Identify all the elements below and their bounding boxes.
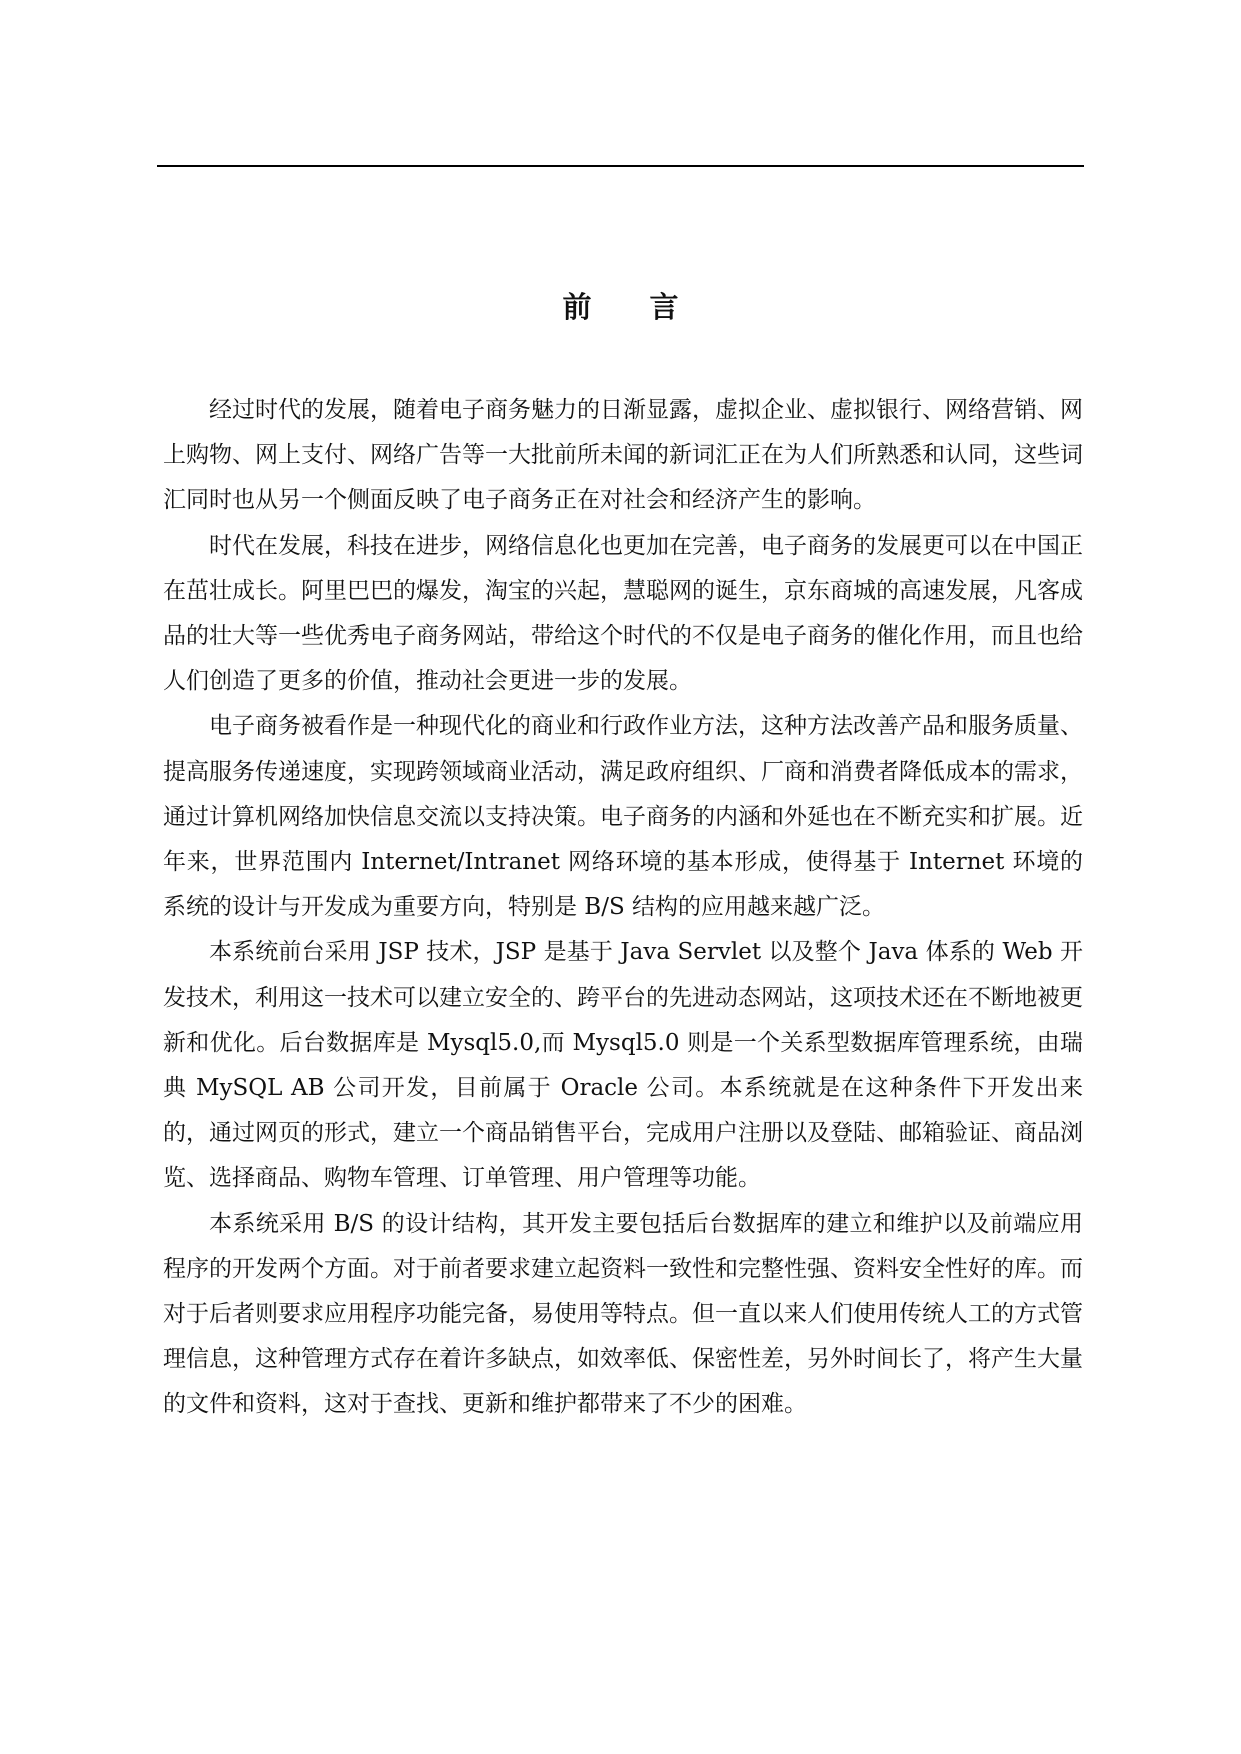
- page-title: 前言: [562, 290, 737, 324]
- paragraph-1: 经过时代的发展，随着电子商务魅力的日渐显露，虚拟企业、虚拟银行、网络营销、网上购物、网上支付、网络广告等一大批前所未闻的新词汇正在为人们所熟悉和认同，这些词汇同时也从另一个侧面反映了电子商务正在对社会和经济产生的影响。: [163, 397, 1083, 514]
- paragraph-5: 本系统采用 B/S 的设计结构，其开发主要包括后台数据库的建立和维护以及前端应用程序的开发两个方面。对于前者要求建立起资料一致性和完整性强、资料安全性好的库。而对于后者则要求应用程序功能完备，易使用等特点。但一直以来人们使用传统人工的方式管理信息，这种管理方式存在着许多缺点，如效率低、保密性差，另外时间长了，将产生大量的文件和资料，这对于查找、更新和维护都带来了不少的困难。: [163, 1210, 1083, 1418]
- document-body: [163, 388, 1083, 1428]
- paragraph-2: 时代在发展，科技在进步，网络信息化也更加在完善，电子商务的发展更可以在中国正在茁壮成长。阿里巴巴的爆发，淘宝的兴起，慧聪网的诞生，京东商城的高速发展，凡客成品的壮大等一些优秀电子商务网站，带给这个时代的不仅是电子商务的催化作用，而且也给人们创造了更多的价值，推动社会更进一步的发展。: [163, 532, 1083, 695]
- paragraph-3: 电子商务被看作是一种现代化的商业和行政作业方法，这种方法改善产品和服务质量、提高服务传递速度，实现跨领域商业活动，满足政府组织、厂商和消费者降低成本的需求，通过计算机网络加快信息交流以支持决策。电子商务的内涵和外延也在不断充实和扩展。近年来，世界范围内 Internet/Intranet 网络环境的基本形成，使得基于 Internet 环境的系统的设计与开发成为重要方向，特别是 B/S 结构的应用越来越广泛。: [163, 713, 1083, 921]
- header-rule: [157, 165, 1084, 167]
- paragraph-4: 本系统前台采用 JSP 技术，JSP 是基于 Java Servlet 以及整个 Java 体系的 Web 开发技术，利用这一技术可以建立安全的、跨平台的先进动态网站，这项技术还在不断地被更新和优化。后台数据库是 Mysql5.0,而 Mysql5.0 则是一个关系型数据库管理系统，由瑞典 MySQL AB 公司开发，目前属于 Oracle 公司。本系统就是在这种条件下开发出来的，通过网页的形式，建立一个商品销售平台，完成用户注册以及登陆、邮箱验证、商品浏览、选择商品、购物车管理、订单管理、用户管理等功能。: [163, 939, 1083, 1192]
